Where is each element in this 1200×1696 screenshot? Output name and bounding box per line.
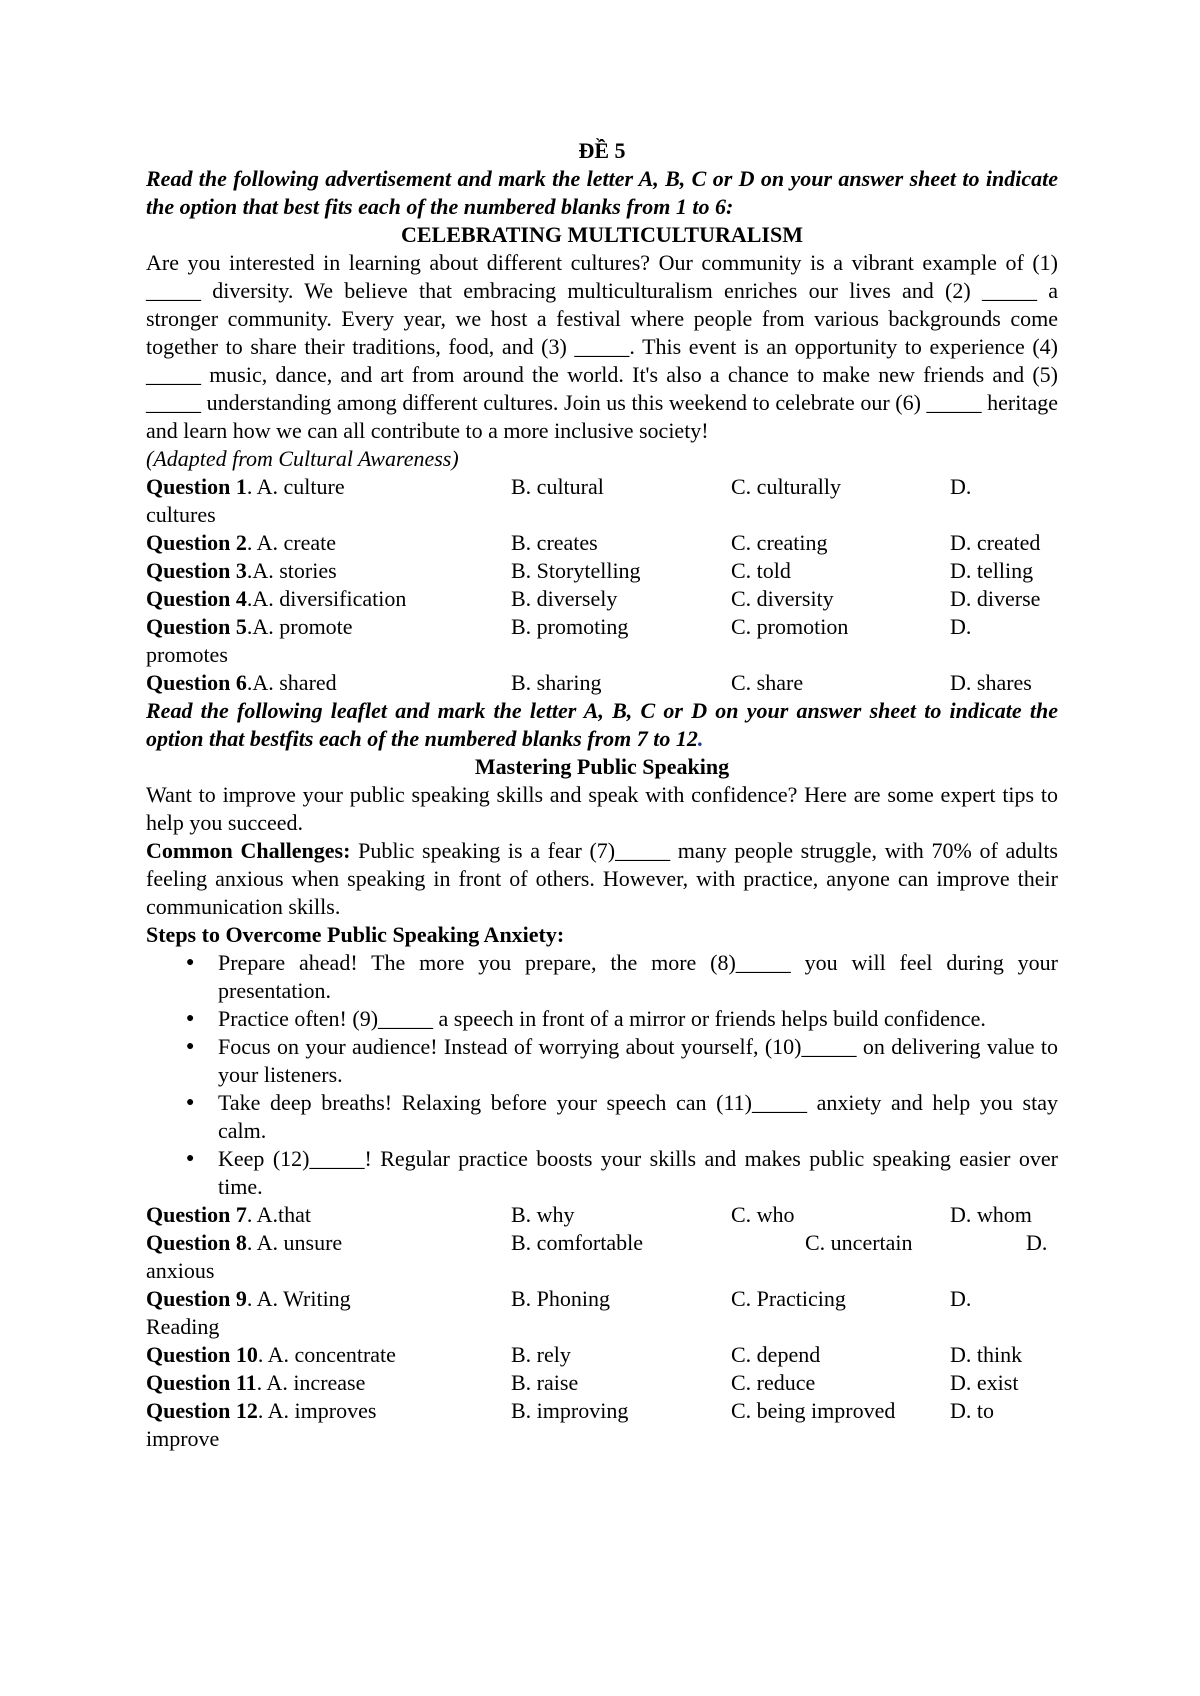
part1-instruction: Read the following advertisement and mark the letter A, B, C or D on your answer sheet to indicate the option that best fits each of the numbered blanks from 1 to 6: <box>146 166 1058 219</box>
bullet-icon: ● <box>186 1151 195 1166</box>
question-label: Question 1 <box>146 474 247 499</box>
part1-heading: CELEBRATING MULTICULTURALISM <box>400 222 803 247</box>
question-row <box>146 1201 1058 1229</box>
question-row <box>146 557 1058 585</box>
option-c: C. depend <box>731 1342 821 1367</box>
option-d: D. <box>950 1286 972 1311</box>
option-b: B. Phoning <box>511 1286 611 1311</box>
tip-text: Take deep breaths! Relaxing before your speech can (11)_____ anxiety and help you stay calm. <box>218 1090 1058 1143</box>
option-d-continuation: Reading <box>146 1314 220 1339</box>
question-row <box>146 1229 1058 1257</box>
challenges-text: Public speaking is a fear (7)_____ many people struggle, with 70% of adults feeling anxious when speaking in front of others. However, with practice, anyone can improve their communication skills. <box>146 838 1058 919</box>
question-row <box>146 473 1058 501</box>
option-a: .A. shared <box>246 670 337 695</box>
list-item <box>146 1089 1058 1145</box>
question-row <box>146 1285 1058 1313</box>
option-b: B. promoting <box>511 614 629 639</box>
option-c: C. culturally <box>731 474 841 499</box>
list-item <box>146 949 1058 1005</box>
question-label: Question 5 <box>146 614 247 639</box>
option-b: B. comfortable <box>511 1230 643 1255</box>
option-a: . A. Writing <box>246 1286 351 1311</box>
question-row <box>146 1369 1058 1397</box>
option-c: C. being improved <box>731 1398 896 1423</box>
part1-passage: Are you interested in learning about different cultures? Our community is a vibrant example of (1) _____ diversity. We believe that embracing multiculturalism enriches our lives and (2) _____ a stronger community. Every year, we host a festival where people from various backgrounds come together to share their traditions, food, and (3) _____. This event is an opportunity to experience (4) _____ music, dance, and art from around the world. It's also a chance to make new friends and (5) _____ understanding among different cultures. Join us this weekend to celebrate our (6) _____ heritage and learn how we can all contribute to a more inclusive society! <box>146 250 1058 443</box>
question-stem <box>146 1201 311 1229</box>
exam-title: ĐỀ 5 <box>578 138 626 163</box>
option-d: D. shares <box>950 670 1032 695</box>
option-c: C. creating <box>731 530 828 555</box>
part2-instruction <box>146 697 1058 753</box>
exam-page <box>146 137 1058 1453</box>
question-label: Question 2 <box>146 530 247 555</box>
option-a: . A. concentrate <box>257 1342 396 1367</box>
question-label: Question 12 <box>146 1398 258 1423</box>
option-b: B. rely <box>511 1342 571 1367</box>
option-d-continuation: anxious <box>146 1258 215 1283</box>
question-row <box>146 1341 1058 1369</box>
option-d: D. telling <box>950 558 1034 583</box>
question-label: Question 10 <box>146 1342 258 1367</box>
question-stem <box>146 473 345 501</box>
part1-source: (Adapted from Cultural Awareness) <box>146 446 459 471</box>
option-d: D. to <box>950 1398 994 1423</box>
tip-text: Keep (12)_____! Regular practice boosts your skills and makes public speaking easier over time. <box>218 1146 1058 1199</box>
option-b: B. Storytelling <box>511 558 641 583</box>
option-a: . A. create <box>246 530 337 555</box>
option-b: B. sharing <box>511 670 602 695</box>
tip-text: Focus on your audience! Instead of worrying about yourself, (10)_____ on delivering value to your listeners. <box>218 1034 1058 1087</box>
question-label: Question 4 <box>146 586 247 611</box>
tip-text: Practice often! (9)_____ a speech in front of a mirror or friends helps build confidence. <box>218 1006 986 1031</box>
option-d: D. created <box>950 530 1041 555</box>
option-a: . A. culture <box>246 474 345 499</box>
question-label: Question 9 <box>146 1286 247 1311</box>
part2-questions <box>146 1201 1058 1453</box>
option-d: D. think <box>950 1342 1023 1367</box>
question-stem <box>146 1341 396 1369</box>
question-stem <box>146 1397 376 1425</box>
question-stem <box>146 1285 351 1313</box>
question-row <box>146 529 1058 557</box>
option-a: . A. increase <box>256 1370 366 1395</box>
option-b: B. improving <box>511 1398 629 1423</box>
question-stem <box>146 1369 365 1397</box>
part2-heading: Mastering Public Speaking <box>474 754 730 779</box>
option-a: .A. promote <box>246 614 353 639</box>
option-c: C. uncertain <box>805 1230 913 1255</box>
option-a: . A. unsure <box>246 1230 343 1255</box>
option-b: B. cultural <box>511 474 604 499</box>
option-d-continuation: promotes <box>146 642 228 667</box>
part2-instruction-text: Read the following leaflet and mark the letter A, B, C or D on your answer sheet to indicate the option that bestfits each of the numbered blanks from 7 to 12 <box>146 698 1058 751</box>
part2-intro: Want to improve your public speaking skills and speak with confidence? Here are some expert tips to help you succeed. <box>146 782 1058 835</box>
challenges-label: Common Challenges: <box>146 838 351 863</box>
option-a: . A.that <box>246 1202 312 1227</box>
question-label: Question 3 <box>146 558 247 583</box>
question-label: Question 7 <box>146 1202 247 1227</box>
tips-list <box>146 949 1058 1201</box>
part2-instruction-end: . <box>697 726 704 751</box>
question-stem <box>146 557 337 585</box>
list-item <box>146 1145 1058 1201</box>
option-d: D. diverse <box>950 586 1041 611</box>
option-d: D. <box>950 614 972 639</box>
option-a: . A. improves <box>257 1398 377 1423</box>
option-c: C. diversity <box>731 586 834 611</box>
option-a: .A. stories <box>246 558 337 583</box>
steps-heading: Steps to Overcome Public Speaking Anxiety: <box>146 922 565 947</box>
option-b: B. creates <box>511 530 598 555</box>
question-stem <box>146 585 406 613</box>
question-row <box>146 613 1058 641</box>
question-label: Question 8 <box>146 1230 247 1255</box>
option-c: C. reduce <box>731 1370 816 1395</box>
option-d: D. <box>950 474 972 499</box>
option-c: C. Practicing <box>731 1286 846 1311</box>
option-b: B. raise <box>511 1370 579 1395</box>
question-row <box>146 585 1058 613</box>
question-stem <box>146 1229 342 1257</box>
challenges-paragraph <box>146 837 1058 921</box>
option-b: B. why <box>511 1202 575 1227</box>
option-c: C. who <box>731 1202 795 1227</box>
option-c: C. told <box>731 558 791 583</box>
question-stem <box>146 529 336 557</box>
part1-questions <box>146 473 1058 697</box>
bullet-icon: ● <box>186 1011 195 1026</box>
bullet-icon: ● <box>186 1095 195 1110</box>
option-c: C. promotion <box>731 614 849 639</box>
option-d: D. exist <box>950 1370 1019 1395</box>
option-d-continuation: improve <box>146 1426 220 1451</box>
list-item <box>146 1005 1058 1033</box>
question-label: Question 6 <box>146 670 247 695</box>
question-stem <box>146 613 353 641</box>
option-b: B. diversely <box>511 586 618 611</box>
option-d: D. whom <box>950 1202 1032 1227</box>
tip-text: Prepare ahead! The more you prepare, the more (8)_____ you will feel during your presentation. <box>218 950 1058 1003</box>
question-stem <box>146 669 337 697</box>
question-label: Question 11 <box>146 1370 257 1395</box>
option-d-continuation: cultures <box>146 502 216 527</box>
question-row <box>146 669 1058 697</box>
option-c: C. share <box>731 670 804 695</box>
bullet-icon: ● <box>186 1039 195 1054</box>
question-row <box>146 1397 1058 1425</box>
list-item <box>146 1033 1058 1089</box>
option-d: D. <box>1026 1230 1048 1255</box>
bullet-icon: ● <box>186 955 195 970</box>
option-a: .A. diversification <box>246 586 407 611</box>
